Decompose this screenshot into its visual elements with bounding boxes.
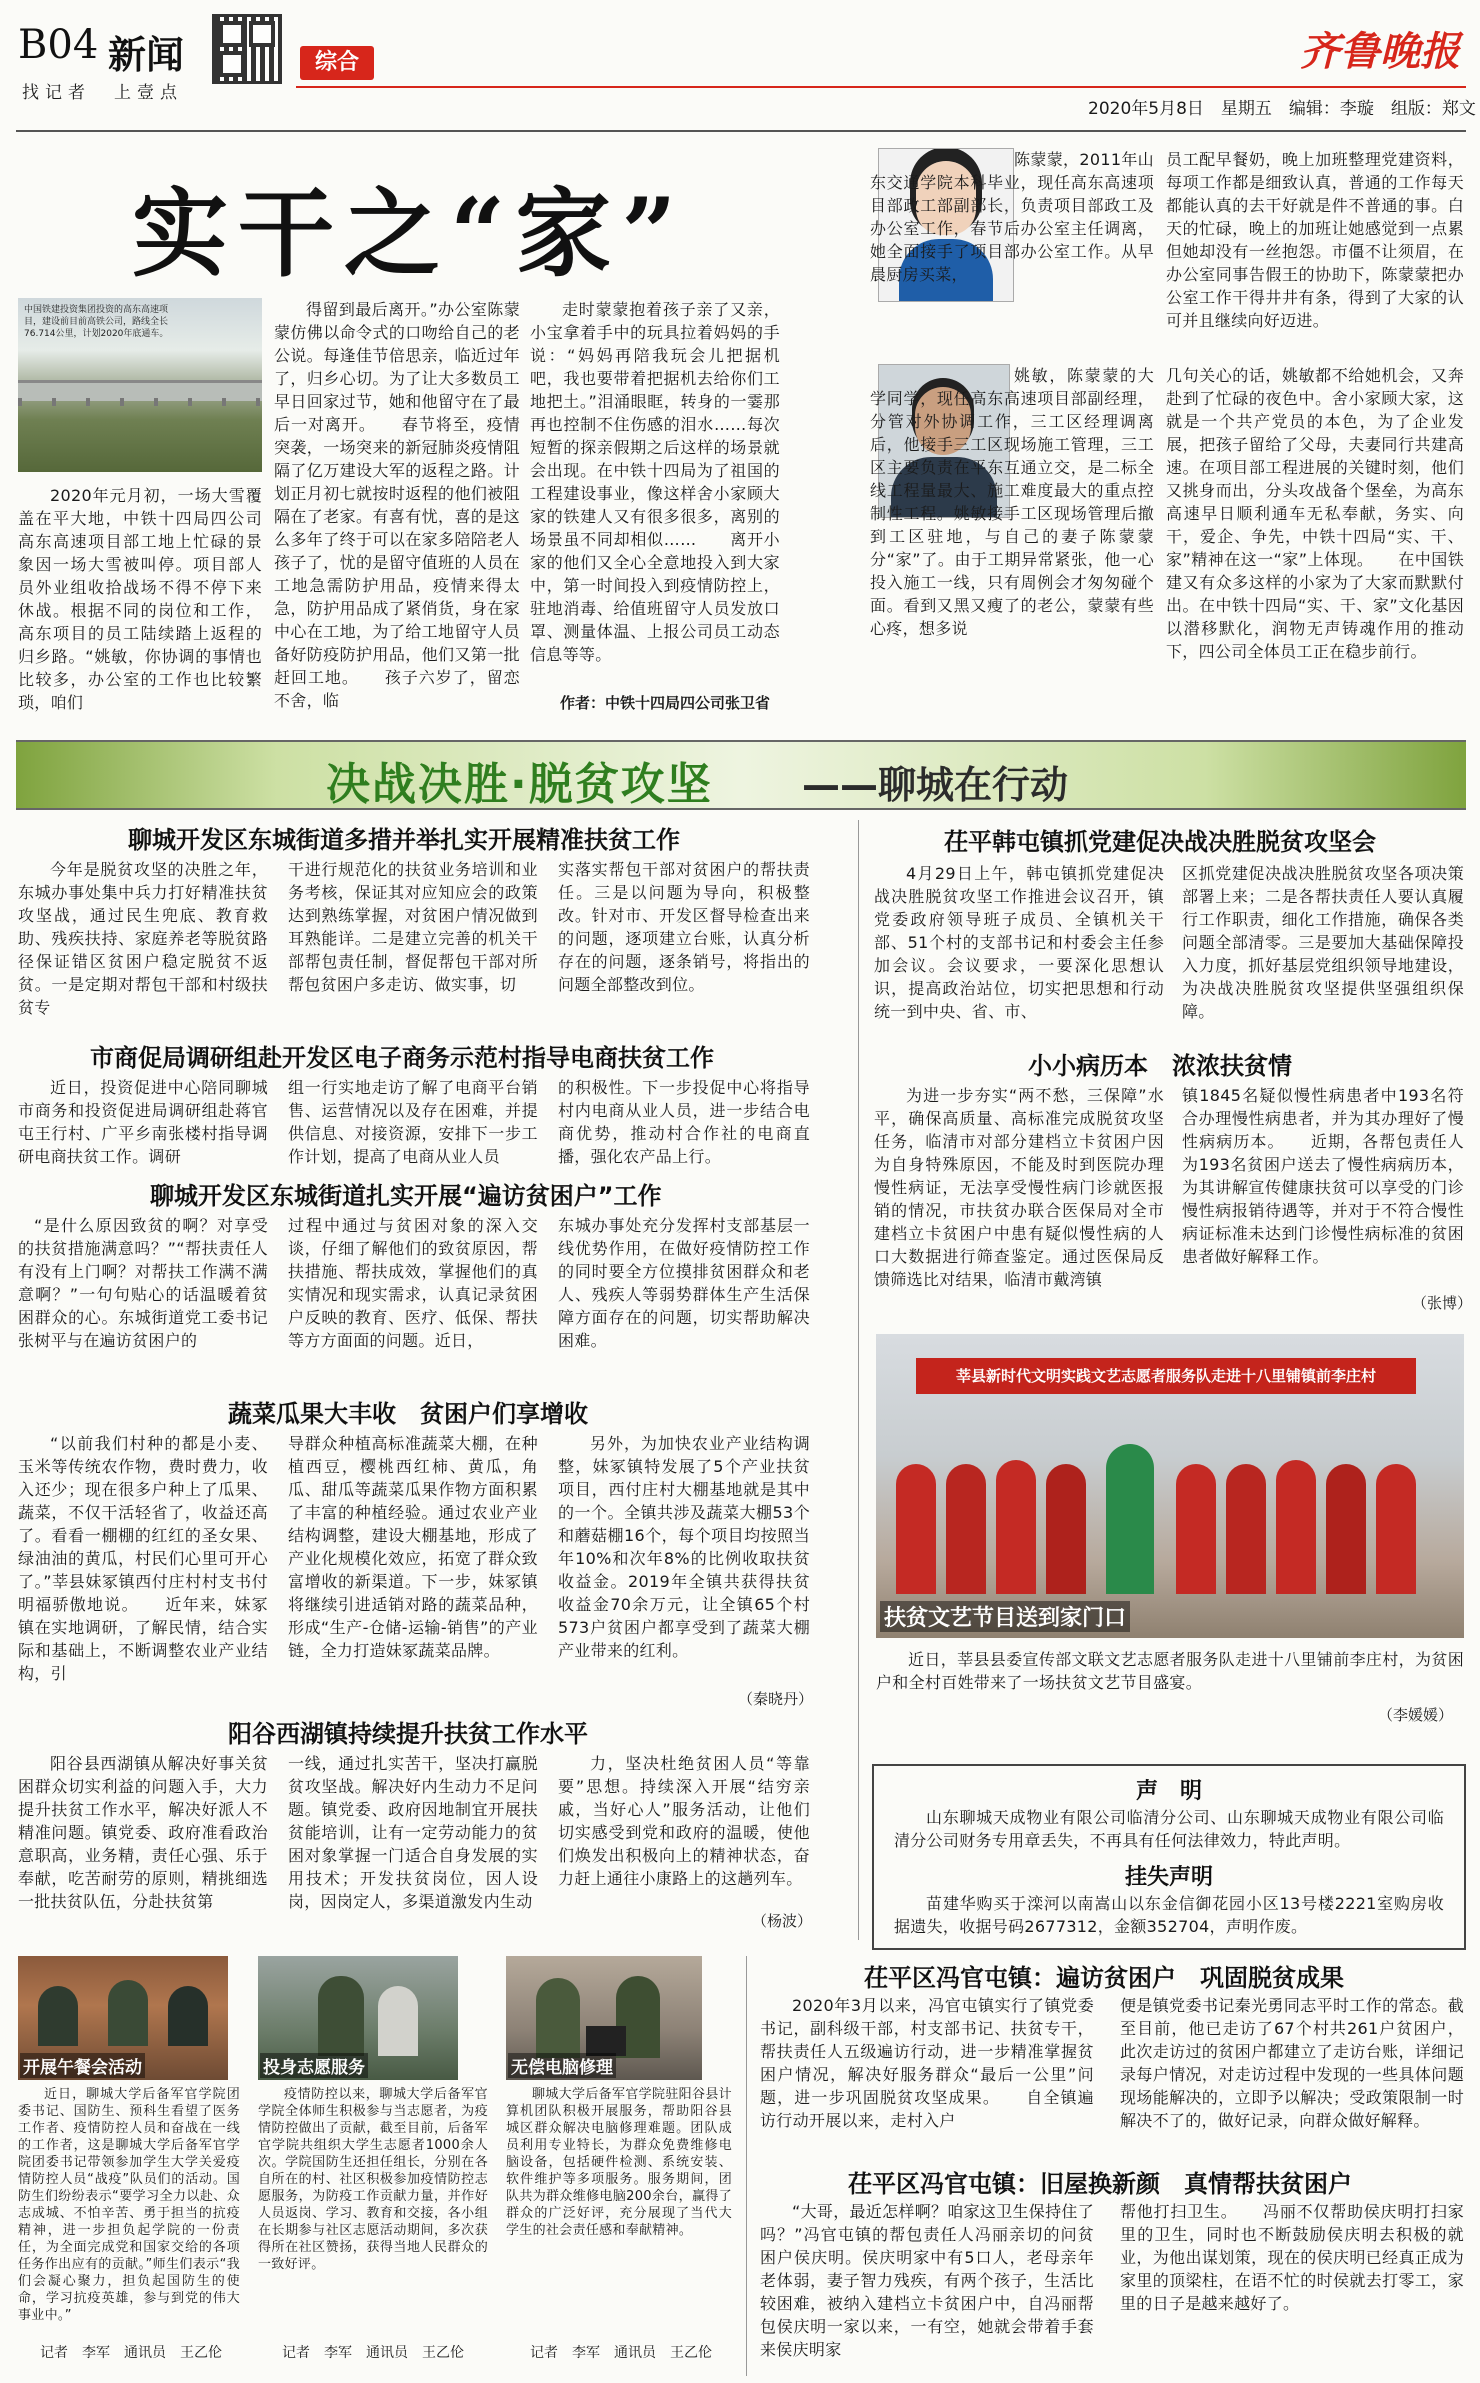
article3-col-2: 过程中通过与贫困对象的深入交谈，仔细了解他们的致贫原因，帮扶措施、帮扶成效，掌握他们的真实情况和现实需求，认真记录贫困户反映的教育、医疗、低保、帮扶等方方面面的问题。近日， [288, 1216, 538, 1350]
article3-col-3: 东城办事处充分发挥村支部基层一线优势作用，在做好疫情防控工作的同时要全方位摸排贫困群众和老人、残疾人等弱势群体生产生活保障方面存在的问题，切实帮助解决困难。 [558, 1216, 810, 1350]
article2-title: 市商促局调研组赴开发区电子商务示范村指导电商扶贫工作 [90, 1044, 714, 1072]
right2-col-1: 为进一步夯实“两不愁，三保障”水平，确保高质量、高标准完成脱贫攻坚任务，临清市对部分建档立卡贫困户因为自身特殊原因，不能及时到医院办理慢性病证，无法享受慢性病门诊就医报销的情况，市扶贫办联合医保局对全市建档立卡贫困户中患有疑似慢性病的人口大数据进行筛查鉴定。通过医保局反馈筛选比对结果，临清市戴湾镇 [874, 1086, 1164, 1289]
photo-lunch-activity [18, 1956, 228, 2080]
article1-title: 聊城开发区东城街道多措并举扎实开展精准扶贫工作 [128, 826, 680, 854]
photo-computer-repair [506, 1956, 702, 2080]
right1-title: 茌平韩屯镇抓党建促决战决胜脱贫攻坚会 [944, 828, 1376, 856]
article5-col-2: 一线，通过扎实苦干，坚决打赢脱贫攻坚战。解决好内生动力不足问题。镇党委、政府因地制宜开展扶贫能培训，让有一定劳动能力的贫困对象掌握一门适合自身发展的实用技术；开发扶贫岗位，因人设岗，因岗定人，多渠道激发内生动 [288, 1754, 538, 1911]
article1-col-2: 干进行规范化的扶贫业务培训和业务考核，保证其对应知应会的政策达到熟练掌握，对贫困户情况做到耳熟能详。二是建立完善的机关干部帮包责任制，督促帮包干部对所帮包贫困户多走访、做实事，切 [288, 860, 538, 994]
article5-col-3: 力，坚决杜绝贫困人员“等靠要”思想。持续深入开展“结穷亲戚，当好心人”服务活动，让他们切实感受到党和政府的温暖，使他们焕发出积极向上的精神状态，奋力赶上通往小康路上的这趟列车。 [558, 1754, 810, 1888]
photo-lunch-text: 近日，聊城大学后备军官学院团委书记、国防生、预科生看望了医务工作者、疫情防控人员和奋战在一线的工作者，这是聊城大学后备军官学院团委书记带领参加学生大学关爱疫情防控人员“战疫”队员们的活动。国防生们纷纷表示“要学习全力以赴、众志成城、不怕辛苦、勇于担当的抗疫精神，进一步担负起学院的一份责任，为全面完成党和国家交给的各项任务作出应有的贡献。”师生们表示“我们会凝心聚力，担负起国防生的使命，学习抗疫英雄，参与到党的伟大事业中。” [18, 2087, 240, 2323]
feature-title: 实干之“家” [132, 177, 687, 290]
section-name: 新闻 [108, 33, 185, 77]
qr-code-icon[interactable] [212, 14, 282, 84]
feature-col-5-mid: 几句关心的话，姚敏都不给她机会，又奔赴到了忙碌的夜色中。舍小家顾大家，这就是一个共产党员的本色，为了企业发展，把孩子留给了父母，夫妻同行共建高速。在项目部工程进展的关键时刻，他们又挑身而出，分头攻战备个堡垒，为高东高速早日顺利通车无私奉献，务实、向干，爱企、争先，中铁十四局“实、干、家”精神在这一“家”上体现。 在中国铁建又有众多这样的小家为了大家而默默付出。在中铁十四局“实、干、家”文化基因以潜移默化，润物无声铸魂作用的推动下，四公司全体员工正在稳步前行。 [1166, 366, 1464, 661]
right4-title: 茌平区冯官屯镇：遍访贫困户 巩固脱贫成果 [864, 1964, 1344, 1992]
photo-lunch-byline: 记者 李军 通讯员 王乙伦 [40, 2345, 222, 2361]
article4-title: 蔬菜瓜果大丰收 贫困户们享增收 [228, 1400, 588, 1428]
tag-underline [296, 86, 1466, 88]
photo-repair-byline: 记者 李军 通讯员 王乙伦 [530, 2345, 712, 2361]
paper-name-logo: 齐鲁晚报 [1300, 28, 1460, 75]
photo-repair-caption: 无偿电脑修理 [508, 2053, 616, 2078]
right3-byline: （李媛媛） [1378, 1706, 1454, 1724]
page-number: B04 [18, 22, 99, 68]
right4-col-2: 便是镇党委书记秦光勇同志平时工作的常态。截至目前，他已走访了67个村共261户贫困户，此次走访过的贫困户都建立了走访台账，详细记录每户情况，对走访过程中发现的一些具体问题现场能解决的，立即予以解决；受政策限制一时解决不了的，做好记录，向群众做好解释。 [1120, 1996, 1464, 2130]
photo-repair-text: 聊城大学后备军官学院驻阳谷县计算机团队积极开展服务，帮助阳谷县城区群众解决电脑修理难题。团队成员利用专业特长，为群众免费维修电脑设备，包括硬件检测、系统安装、软件维护等多项服务。服务期间，团队共为群众维修电脑200余台，赢得了群众的广泛好评，充分展现了当代大学生的社会责任感和奉献精神。 [506, 2087, 732, 2238]
photo-volunteer-text: 疫情防控以来，聊城大学后备军官学院全体师生积极参与当志愿者，为疫情防控做出了贡献，截至目前，后备军官学院共组织大学生志愿者1000余人次。学院国防生还担任组长，分别在各自所在的村、社区积极参加疫情防控志愿服务，为防疫工作贡献力量，并作好人员返岗、学习、教育和交接，各小组在长期参与社区志愿活动期间，多次获得所在社区赞扬，获得当地人民群众的一致好评。 [258, 2087, 488, 2272]
article1-col-1: 今年是脱贫攻坚的决胜之年，东城办事处集中兵力打好精准扶贫攻坚战，通过民生兜底、教育救助、残疾扶持、家庭养老等脱贫路径保证错区贫困户稳定脱贫不返贫。一是定期对帮包干部和村级扶贫专 [18, 860, 268, 1017]
notice-body-1: 山东聊城天成物业有限公司临清分公司、山东聊城天成物业有限公司临清分公司财务专用章丢失，不再具有任何法律效力，特此声明。 [894, 1808, 1444, 1850]
feature-col-4-top: 陈蒙蒙，2011年山东交通学院本科毕业，现任高东高速项目部政工部副部长，负责项目部政工及办公室工作，春节后办公室主任调离，她全面接手了项目部办公室工作。从早晨厨房买菜， [870, 150, 1154, 284]
right3-text: 近日，莘县县委宣传部文联文艺志愿者服务队走进十八里铺前李庄村，为贫困户和全村百姓带来了一场扶贫文艺节目盛宴。 [876, 1650, 1464, 1692]
feature-col-1: 2020年元月初，一场大雪覆盖在平大地，中铁十四局四公司高东高速项目部工地上忙碌的景象因一场大雪被叫停。项目部人员外业组收拾战场不得不停下来休战。根据不同的岗位和工作，高东项目的员工陆续踏上返程的归乡路。“姚敏，你协调的事情也比较多，办公室的工作也比较繁琐，咱们 [18, 486, 262, 712]
article3-title: 聊城开发区东城街道扎实开展“遍访贫困户”工作 [150, 1182, 662, 1210]
right5-col-2: 帮他打扫卫生。 冯丽不仅帮助侯庆明打扫家里的卫生，同时也不断鼓励侯庆明去积极的就业，为他出谋划策，现在的侯庆明已经真正成为家里的顶梁柱，在语不忙的时侯就去打零工，家里的日子是越来越好了。 [1120, 2202, 1464, 2313]
feature-col-2: 得留到最后离开。”办公室陈蒙蒙仿佛以命令式的口吻给自己的老公说。每逢佳节倍思亲，临近过年了，归乡心切。为了让大多数员工早日回家过节，她和他留守在了最后一对离开。 春节将至，疫情突袭，一场突来的新冠肺炎疫情阻隔了亿万建设大军的返程之路。计划正月初七就按时返程的他们被阻隔在了老家。有喜有忧，喜的是这么多年了终于可以在家多陪陪老人孩子了，忧的是留守值班的人员在工地急需防护用品，疫情来得太急，防护用品成了紧俏货，身在家中心在工地，为了给工地留守人员备好防疫防护用品，他们又第一批赶回工地。 孩子六岁了，留恋不舍，临 [274, 300, 520, 710]
banner-main-title: 决战决胜·脱贫攻坚 [326, 759, 713, 810]
right5-title: 茌平区冯官屯镇：旧屋换新颜 真情帮扶贫困户 [848, 2170, 1352, 2198]
notice-box [872, 1764, 1466, 1950]
article4-col-3: 另外，为加快农业产业结构调整，妹冢镇特发展了5个产业扶贫项目，西付庄村大棚基地就是其中的一个。全镇共涉及蔬菜大棚53个和蘑菇棚16个，每个项目均按照当年10%和次年8%的比例收取扶贫收益金。2019年全镇共获得扶贫收益金70余万元，让全镇65个村573户贫困户都享受到了蔬菜大棚产业带来的红利。 [558, 1434, 810, 1660]
notice-body-2: 苗建华购买于滦河以南嵩山以东金信御花园小区13号楼2221室购房收据遗失，收据号码2677312，金额352704，声明作废。 [894, 1894, 1444, 1936]
masthead [0, 0, 1480, 130]
feature-col-4-mid: 姚敏，陈蒙蒙的大学同学，现任高东高速项目部副经理，分管对外协调工作，三工区经理调离后，他接手三工区现场施工管理，三工区主要负责在平东互通立交，是二标全线工程量最大、施工难度最大的重点控制性工程。姚敏接手工区现场管理后撤到工区驻地，与自己的妻子陈蒙蒙分“家”了。由于工期异常紧张，他一心投入施工一线，只有周例会才匆匆碰个面。看到又黑又瘦了的老公，蒙蒙有些心疼，想多说 [870, 366, 1154, 638]
photo-volunteer-byline: 记者 李军 通讯员 王乙伦 [282, 2345, 464, 2361]
photo-volunteer-caption: 投身志愿服务 [260, 2053, 368, 2078]
feature-photo-caption: 中国铁建投资集团投资的高东高速项目，建设前目前高铁公司，路线全长76.714公里，计划2020年底通车。 [24, 305, 169, 339]
campaign-banner [16, 740, 1466, 810]
bottom-divider [746, 1956, 747, 2376]
right1-col-1: 4月29日上午，韩屯镇抓党建促决战决胜脱贫攻坚工作推进会议召开，镇党委政府领导班子成员、全镇机关干部、51个村的支部书记和村委会主任参加会议。会议要求，一要深化思想认识，提高政治站位，切实把思想和行动统一到中央、省、市、 [874, 864, 1164, 1021]
right2-col-2: 镇1845名疑似慢性病患者中193名符合办理慢性病患者，并为其办理好了慢性病病历本。 近期，各帮包责任人为193名贫困户送去了慢性病病历本，为其讲解宣传健康扶贫可以享受的门诊慢性病报销待遇等，并对于不符合慢性病证标准未达到门诊慢性病标准的贫困患者做好解释工作。 [1182, 1086, 1464, 1266]
notice-title-2: 挂失声明 [1124, 1865, 1213, 1890]
photo-art-performance [876, 1334, 1464, 1638]
photo-lunch-caption: 开展午餐会活动 [20, 2053, 145, 2078]
photo-volunteer-service [258, 1956, 458, 2080]
feature-photo-highway [18, 298, 262, 472]
notice-title-1: 声 明 [1135, 1779, 1202, 1804]
masthead-rule [16, 130, 1466, 132]
column-divider [858, 820, 859, 1940]
right2-byline: （张博） [1412, 1294, 1473, 1312]
slogan: 找记者 上壹点 [22, 83, 183, 103]
article2-col-1: 近日，投资促进中心陪同聊城市商务和投资促进局调研组赴蒋官屯王行村、广平乡南张楼村指导调研电商扶贫工作。调研 [18, 1078, 268, 1166]
date-line: 2020年5月8日 星期五 编辑：李璇 组版：郑文 [1088, 99, 1476, 119]
banner-subtitle: ——聊城在行动 [802, 763, 1069, 807]
right2-title: 小小病历本 浓浓扶贫情 [1028, 1052, 1292, 1080]
article5-col-1: 阳谷县西湖镇从解决好事关贫困群众切实利益的问题入手，大力提升扶贫工作水平，解决好派人不精准问题。镇党委、政府准看政治意职高，业务精，责任心强、乐于奉献，吃苦耐劳的原则，精挑细选一批扶贫队伍，分赴扶贫第 [18, 1754, 268, 1911]
article5-byline: （杨波） [752, 1912, 813, 1930]
column-tag: 综合 [300, 46, 374, 80]
article3-col-1: “是什么原因致贫的啊？对享受的扶贫措施满意吗？”“帮扶责任人有没有上门啊？对帮扶工作满不满意啊？”一句句贴心的话温暖着贫困群众的心。东城街道党工委书记张树平与在遍访贫困户的 [18, 1216, 268, 1350]
photo-banner-sign: 莘县新时代文明实践文艺志愿者服务队走进十八里铺镇前李庄村 [916, 1358, 1416, 1394]
feature-col-5-top: 员工配早餐奶，晚上加班整理党建资料，每项工作都是细致认真，普通的工作每天都能认真的去干好就是件不普通的事。白天的忙碌，晚上的加班让她感觉到一点累但她却没有一丝抱怨。市僵不让须眉，在办公室同事告假王的协助下，陈蒙蒙把办公室工作干得井井有条，得到了大家的认可并且继续向好迈进。 [1166, 150, 1464, 330]
photo-art-caption: 扶贫文艺节目送到家门口 [880, 1601, 1130, 1632]
article2-col-2: 组一行实地走访了解了电商平台销售、运营情况以及存在困难，并提供信息、对接资源，安排下一步工作计划，提高了电商从业人员 [288, 1078, 538, 1166]
article2-col-3: 的积极性。下一步投促中心将指导村内电商从业人员，进一步结合电商优势，推动村合作社的电商直播，强化农产品上行。 [558, 1078, 810, 1166]
right4-col-1: 2020年3月以来，冯官屯镇实行了镇党委书记，副科级干部，村支部书记、扶贫专干，帮扶责任人五级遍访行动，进一步精准掌握贫困户情况，解决好服务群众“最后一公里”问题，进一步巩固脱贫攻坚成果。 自全镇遍访行动开展以来，走村入户 [760, 1996, 1094, 2130]
right1-col-2: 区抓党建促决战决胜脱贫攻坚各项决策部署上来；二是各帮扶责任人要认真履行工作职责，细化工作措施，确保各类问题全部清零。三是要加大基础保障投入力度，抓好基层党组织领导地建设，为决战决胜脱贫攻坚提供坚强组织保障。 [1182, 864, 1464, 1021]
feature-byline: 作者：中铁十四局四公司张卫省 [560, 694, 771, 712]
right5-col-1: “大哥，最近怎样啊？咱家这卫生保持住了吗？”冯官屯镇的帮包责任人冯丽亲切的问贫困户侯庆明。侯庆明家中有5口人，老母亲年老体弱，妻子智力残疾，有两个孩子，生活比较困难，被纳入建档立卡贫困户中，自冯丽帮包侯庆明一家以来，一有空，她就会带着手套来侯庆明家 [760, 2202, 1094, 2359]
article4-col-1: “以前我们村种的都是小麦、玉米等传统农作物，费时费力，收入还少；现在很多户种上了瓜果、蔬菜，不仅干活轻省了，收益还高了。看看一棚棚的红红的圣女果、绿油油的黄瓜，村民们心里可开心了。”莘县妹冢镇西付庄村村支书付明福骄傲地说。 近年来，妹冢镇在实地调研，了解民情，结合实际和基础上，不断调整农业产业结构，引 [18, 1434, 268, 1683]
article1-col-3: 实落实帮包干部对贫困户的帮扶责任。三是以问题为导向，积极整改。针对市、开发区督导检查出来的问题，逐项建立台账，认真分析存在的问题，逐条销号，将指出的问题全部整改到位。 [558, 860, 810, 994]
article4-col-2: 导群众种植高标准蔬菜大棚，在种植西豆，樱桃西红柿、黄瓜，角瓜、甜瓜等蔬菜瓜果作物方面积累了丰富的种植经验。通过农业产业结构调整，建设大棚基地，形成了产业化规模化效应，拓宽了群众致富增收的新渠道。下一步，妹冢镇将继续引进适销对路的蔬菜品种，形成“生产-仓储-运输-销售”的产业链，全力打造妹冢蔬菜品牌。 [288, 1434, 538, 1660]
feature-col-3: 走时蒙蒙抱着孩子亲了又亲，小宝拿着手中的玩具拉着妈妈的手说：“妈妈再陪我玩会儿把据机吧，我也要带着把据机去给你们工地把土。”泪涌眼眶，转身的一霎那再也控制不住伤感的泪水……每次短暂的探亲假期之后这样的场景就会出现。在中铁十四局为了祖国的工程建设事业，像这样舍小家顾大家的铁建人又有很多很多，离别的场景虽不同却相似…… 离开小家的他们又全心全意地投入到大家中，第一时间投入到疫情防控上，驻地消毒、给值班留守人员发放口罩、测量体温、上报公司员工动态信息等等。 [530, 300, 780, 664]
article5-title: 阳谷西湖镇持续提升扶贫工作水平 [228, 1720, 588, 1748]
article4-byline: （秦晓丹） [738, 1690, 814, 1708]
